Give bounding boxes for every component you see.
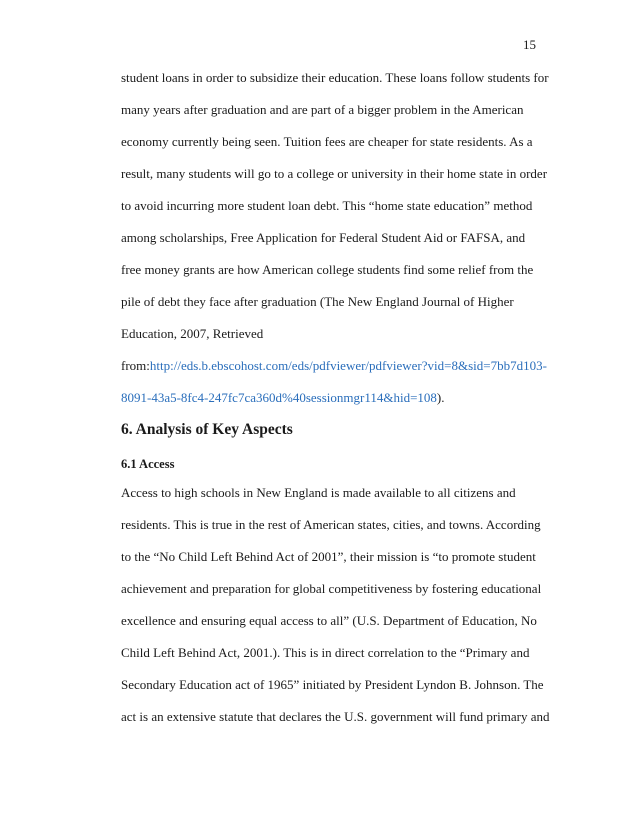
paragraph-line: pile of debt they face after graduation (The New England Journal of Higher bbox=[121, 294, 514, 309]
page-number: 15 bbox=[523, 37, 536, 52]
paragraph-line: result, many students will go to a college or university in their home state in order bbox=[121, 166, 548, 181]
from-label: from: bbox=[121, 358, 150, 373]
citation-link[interactable]: http://eds.b.ebscohost.com/eds/pdfviewer/pdfviewer?vid=8&sid=7bb7d103- bbox=[149, 358, 547, 373]
paragraph-line: economy currently being seen. Tuition fees are cheaper for state residents. As a bbox=[121, 134, 533, 149]
paragraph-line: free money grants are how American college students find some relief from the bbox=[121, 262, 534, 277]
paragraph-line: excellence and ensuring equal access to all” (U.S. Department of Education, No bbox=[121, 613, 537, 628]
citation-line bbox=[121, 390, 445, 406]
paragraph-line: act is an extensive statute that declares the U.S. government will fund primary and bbox=[121, 709, 550, 724]
paragraph-line: residents. This is true in the rest of American states, cities, and towns. According bbox=[121, 517, 541, 532]
paragraph-line: to the “No Child Left Behind Act of 2001”, their mission is “to promote student bbox=[121, 549, 536, 564]
paragraph-line: to avoid incurring more student loan debt. This “home state education” method bbox=[121, 198, 533, 213]
paragraph-line: Education, 2007, Retrieved bbox=[121, 326, 264, 341]
paragraph-line: among scholarships, Free Application for Federal Student Aid or FAFSA, and bbox=[121, 230, 526, 245]
paragraph-line: student loans in order to subsidize their education. These loans follow students for bbox=[121, 70, 549, 85]
citation-link-continued[interactable]: 8091-43a5-8fc4-247fc7ca360d%40sessionmgr114&hid=108 bbox=[121, 390, 437, 405]
citation-close: ). bbox=[436, 390, 445, 405]
section-heading: 6. Analysis of Key Aspects bbox=[121, 421, 293, 438]
paragraph-line: many years after graduation and are part of a bigger problem in the American bbox=[121, 102, 524, 117]
subsection-heading: 6.1 Access bbox=[121, 457, 175, 471]
paragraph-line: Secondary Education act of 1965” initiated by President Lyndon B. Johnson. The bbox=[121, 677, 544, 692]
paragraph-line: achievement and preparation for global competitiveness by fostering educational bbox=[121, 581, 542, 596]
citation-line bbox=[121, 358, 547, 374]
paragraph-line: Access to high schools in New England is made available to all citizens and bbox=[121, 485, 516, 500]
paragraph-line: Child Left Behind Act, 2001.). This is in direct correlation to the “Primary and bbox=[121, 645, 530, 660]
